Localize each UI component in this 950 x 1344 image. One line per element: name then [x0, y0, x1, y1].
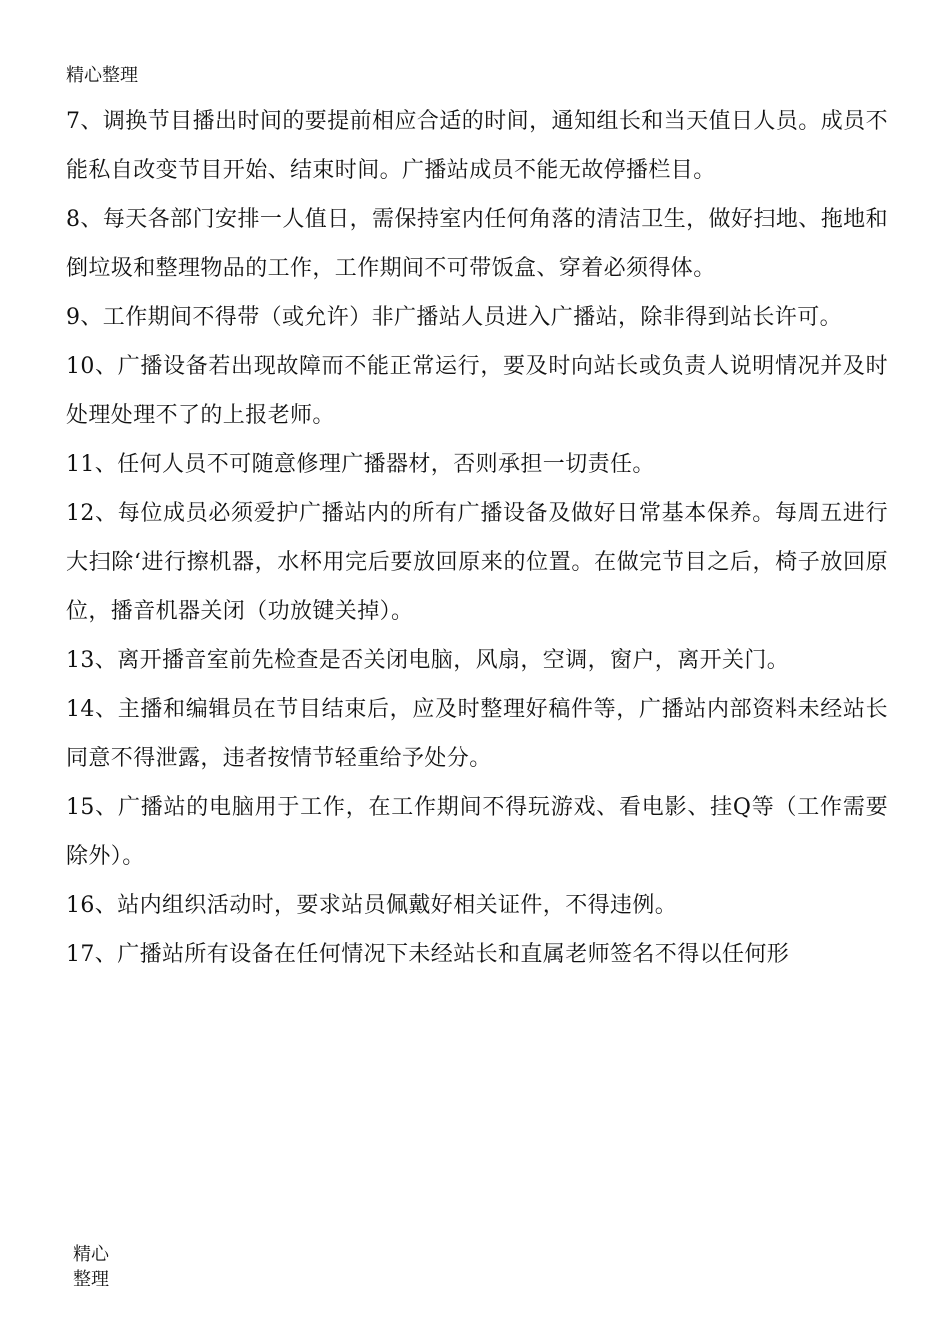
rule-paragraph-16: 16、站内组织活动时，要求站员佩戴好相关证件，不得违例。 — [66, 893, 678, 918]
rule-paragraph-15: 15、广播站的电脑用于工作，在工作期间不得玩游戏、看电影、挂Q等（工作需要除外）。 — [66, 795, 888, 869]
rule-paragraph-13: 13、离开播音室前先检查是否关闭电脑，风扇，空调，窗户，离开关门。 — [66, 648, 790, 673]
page-footer — [73, 1242, 109, 1292]
footer-line-1: 精心 — [73, 1244, 109, 1265]
rule-paragraph-10: 10、广播设备若出现故障而不能正常运行，要及时向站长或负责人说明情况并及时处理处理不了的上报老师。 — [66, 354, 888, 428]
rule-paragraph-11: 11、任何人员不可随意修理广播器材，否则承担一切责任。 — [66, 452, 655, 477]
rule-paragraph-8: 8、每天各部门安排一人值日，需保持室内任何角落的清洁卫生，做好扫地、拖地和倒垃圾和整理物品的工作，工作期间不可带饭盒、穿着必须得体。 — [66, 207, 888, 281]
rule-paragraph-7: 7、调换节目播出时间的要提前相应合适的时间，通知组长和当天值日人员。成员不能私自改变节目开始、结束时间。广播站成员不能无故停播栏目。 — [66, 109, 888, 183]
rule-paragraph-14: 14、主播和编辑员在节目结束后，应及时整理好稿件等，广播站内部资料未经站长同意不得泄露，违者按情节轻重给予处分。 — [66, 697, 888, 771]
rule-paragraph-17: 17、广播站所有设备在任何情况下未经站长和直属老师签名不得以任何形 — [66, 942, 790, 967]
page-header: 精心整理 — [66, 65, 138, 86]
rule-paragraph-9: 9、工作期间不得带（或允许）非广播站人员进入广播站，除非得到站长许可。 — [66, 305, 842, 330]
rule-paragraph-12: 12、每位成员必须爱护广播站内的所有广播设备及做好日常基本保养。每周五进行大扫除‘进行擦机器，水杯用完后要放回原来的位置。在做完节目之后，椅子放回原位，播音机器关闭（功放键关掉）。 — [66, 501, 888, 624]
document-body — [66, 97, 888, 979]
footer-line-2: 整理 — [73, 1269, 109, 1290]
